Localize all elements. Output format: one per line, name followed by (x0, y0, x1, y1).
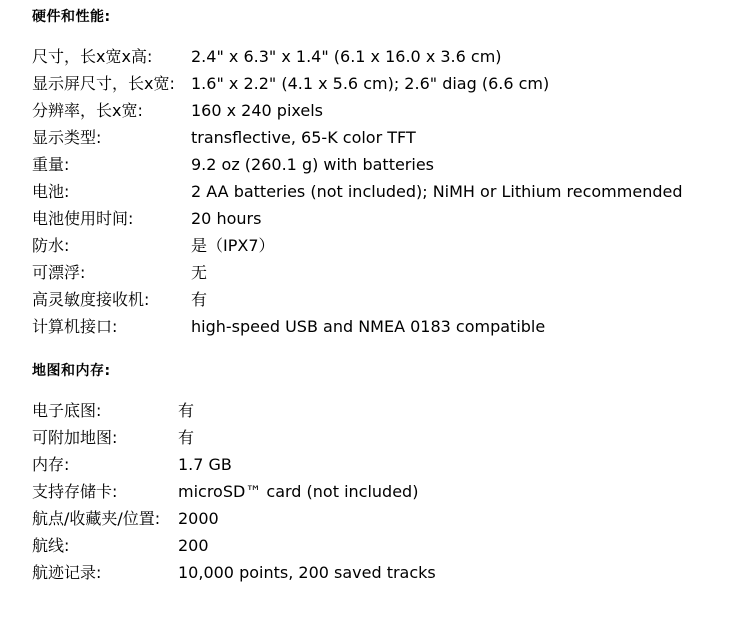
spec-row-internal-memory (32, 451, 436, 478)
spec-value: 2000 (178, 509, 219, 528)
spec-value: 9.2 oz (260.1 g) with batteries (191, 155, 435, 174)
spec-value: 是（IPX7） (191, 236, 275, 255)
spec-row-computer-interface (32, 313, 683, 340)
spec-label: 高灵敏度接收机: (32, 290, 150, 309)
spec-value: 无 (191, 263, 208, 282)
spec-label: 可附加地图: (32, 428, 118, 447)
spec-row-display-size (32, 70, 683, 97)
spec-label: 显示类型: (32, 128, 102, 147)
spec-row-weight (32, 151, 683, 178)
spec-label: 防水: (32, 236, 70, 255)
spec-label: 航点/收藏夹/位置: (32, 509, 161, 528)
spec-value: 1.6" x 2.2" (4.1 x 5.6 cm); 2.6" diag (6.6 cm) (191, 74, 550, 93)
spec-value: 2.4" x 6.3" x 1.4" (6.1 x 16.0 x 3.6 cm) (191, 47, 502, 66)
spec-label: 分辨率，长x宽: (32, 101, 143, 120)
spec-label: 电池使用时间: (32, 209, 134, 228)
spec-row-dimensions (32, 43, 683, 70)
spec-label: 尺寸，长x宽x高: (32, 47, 153, 66)
section-title-maps-memory: 地图和内存: (32, 363, 111, 379)
spec-row-memory-card (32, 478, 436, 505)
spec-row-resolution (32, 97, 683, 124)
spec-label: 电子底图: (32, 401, 102, 420)
spec-label: 支持存储卡: (32, 482, 118, 501)
spec-value: 2 AA batteries (not included); NiMH or Lithium recommended (191, 182, 683, 201)
spec-label: 航线: (32, 536, 70, 555)
spec-row-floats (32, 259, 683, 286)
section-title-hardware: 硬件和性能: (32, 9, 111, 25)
spec-row-track-log (32, 559, 436, 586)
spec-value: high-speed USB and NMEA 0183 compatible (191, 317, 546, 336)
spec-value: 有 (178, 428, 195, 447)
spec-label: 内存: (32, 455, 70, 474)
spec-label: 计算机接口: (32, 317, 118, 336)
spec-value: 有 (191, 290, 208, 309)
spec-row-ability-to-add-maps (32, 424, 436, 451)
spec-label: 重量: (32, 155, 70, 174)
spec-row-display-type (32, 124, 683, 151)
spec-value: transflective, 65-K color TFT (191, 128, 416, 147)
spec-row-high-sensitivity-receiver (32, 286, 683, 313)
spec-label: 航迹记录: (32, 563, 102, 582)
spec-row-waypoints (32, 505, 436, 532)
spec-row-battery-life (32, 205, 683, 232)
spec-value: 200 (178, 536, 209, 555)
spec-row-basemap (32, 397, 436, 424)
spec-row-routes (32, 532, 436, 559)
spec-value: microSD™ card (not included) (178, 482, 419, 501)
spec-table-hardware (32, 43, 683, 340)
spec-value: 10,000 points, 200 saved tracks (178, 563, 436, 582)
spec-value: 1.7 GB (178, 455, 232, 474)
spec-value: 有 (178, 401, 195, 420)
spec-table-maps-memory (32, 397, 436, 586)
spec-label: 可漂浮: (32, 263, 86, 282)
spec-label: 显示屏尺寸，长x宽: (32, 74, 175, 93)
spec-label: 电池: (32, 182, 70, 201)
spec-value: 160 x 240 pixels (191, 101, 324, 120)
spec-value: 20 hours (191, 209, 262, 228)
spec-row-battery (32, 178, 683, 205)
spec-row-waterproof (32, 232, 683, 259)
